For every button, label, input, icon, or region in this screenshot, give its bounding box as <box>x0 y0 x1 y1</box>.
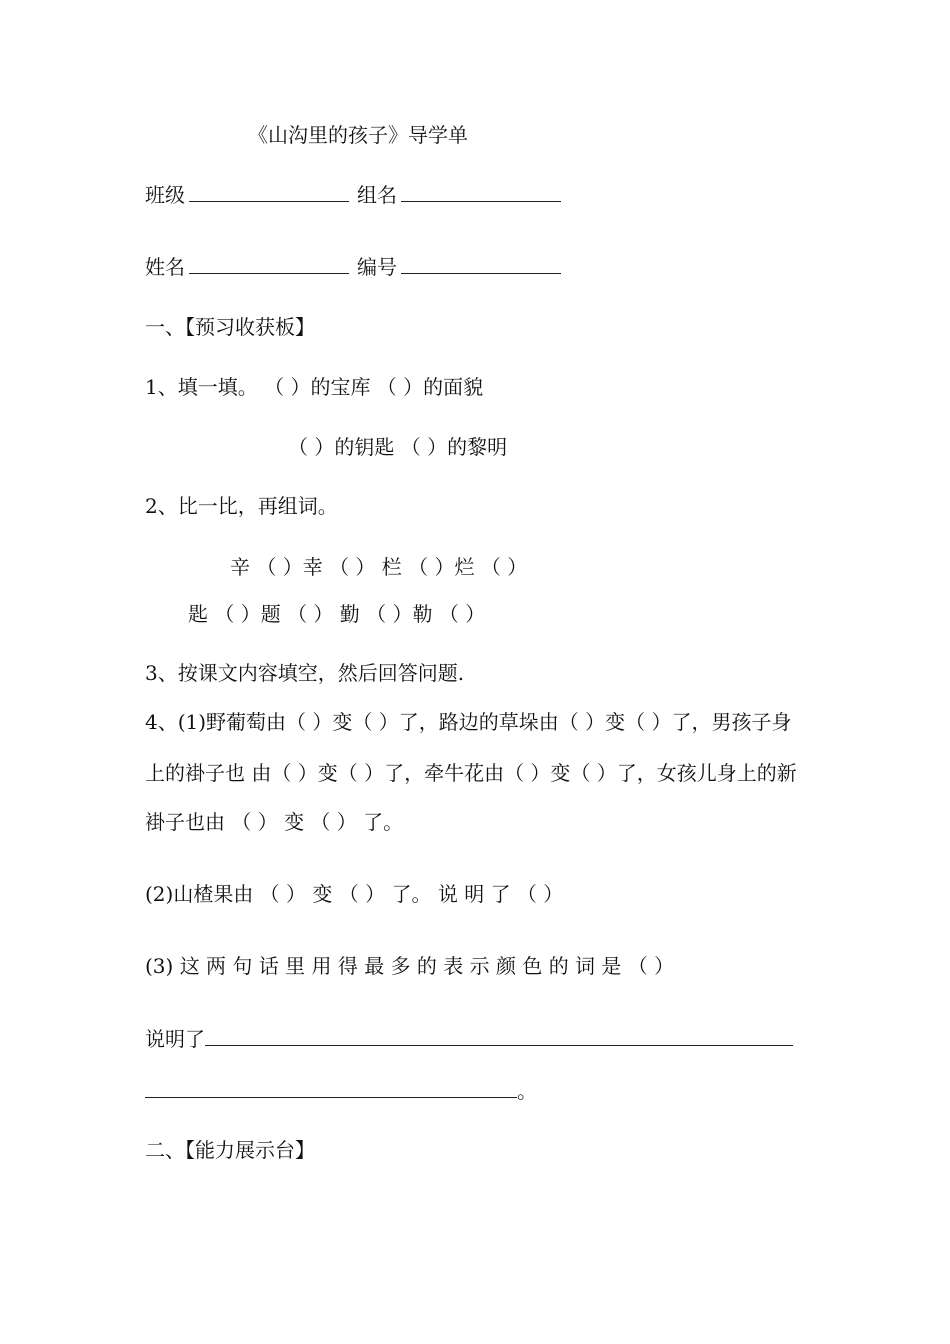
q2-row2: 匙 （ ）题 （ ） 勤 （ ）勒 （ ） <box>188 602 486 626</box>
q2-row1: 辛 （ ）幸 （ ） 栏 （ ）烂 （ ） <box>230 555 528 579</box>
number-blank[interactable] <box>401 255 561 274</box>
group-label: 组名 <box>357 183 397 207</box>
section2-heading: 二、【能力展示台】 <box>145 1138 315 1162</box>
q4-part3: (3) 这 两 句 话 里 用 得 最 多 的 表 示 颜 色 的 词 是 （ ） <box>145 954 675 978</box>
group-blank[interactable] <box>401 183 561 202</box>
q4-line3: 褂子也由 （ ） 变 （ ） 了。 <box>145 810 404 834</box>
explain-blank-2[interactable] <box>145 1079 517 1098</box>
explain-period: 。 <box>517 1079 537 1103</box>
section1-heading: 一、【预习收获板】 <box>145 315 315 339</box>
class-label: 班级 <box>145 183 185 207</box>
q1-line2: （ ）的钥匙 （ ）的黎明 <box>288 435 508 459</box>
q2-prompt: 2、比一比，再组词。 <box>145 494 338 518</box>
page-title: 《山沟里的孩子》导学单 <box>248 123 468 147</box>
q4-part2: (2)山楂果由 （ ） 变 （ ） 了。 说 明 了 （ ） <box>145 882 564 906</box>
name-blank[interactable] <box>189 255 349 274</box>
explain-row-2 <box>145 1077 537 1105</box>
number-label: 编号 <box>357 255 397 279</box>
class-blank[interactable] <box>189 183 349 202</box>
explain-label: 说明了 <box>145 1027 205 1051</box>
name-label: 姓名 <box>145 255 185 279</box>
explain-blank-1[interactable] <box>205 1027 793 1046</box>
q3-prompt: 3、按课文内容填空，然后回答问题. <box>145 661 465 685</box>
class-group-row <box>145 181 569 209</box>
explain-row <box>145 1025 793 1053</box>
name-number-row <box>145 253 569 281</box>
q4-line2: 上的褂子也 由（ ）变（ ）了，牵牛花由（ ）变（ ）了，女孩儿身上的新 <box>145 761 797 785</box>
q1-line1: 1、填一填。 （ ）的宝库 （ ）的面貌 <box>145 375 484 399</box>
q4-line1: 4、(1)野葡萄由（ ）变（ ）了，路边的草垛由（ ）变（ ）了，男孩子身 <box>145 710 792 734</box>
